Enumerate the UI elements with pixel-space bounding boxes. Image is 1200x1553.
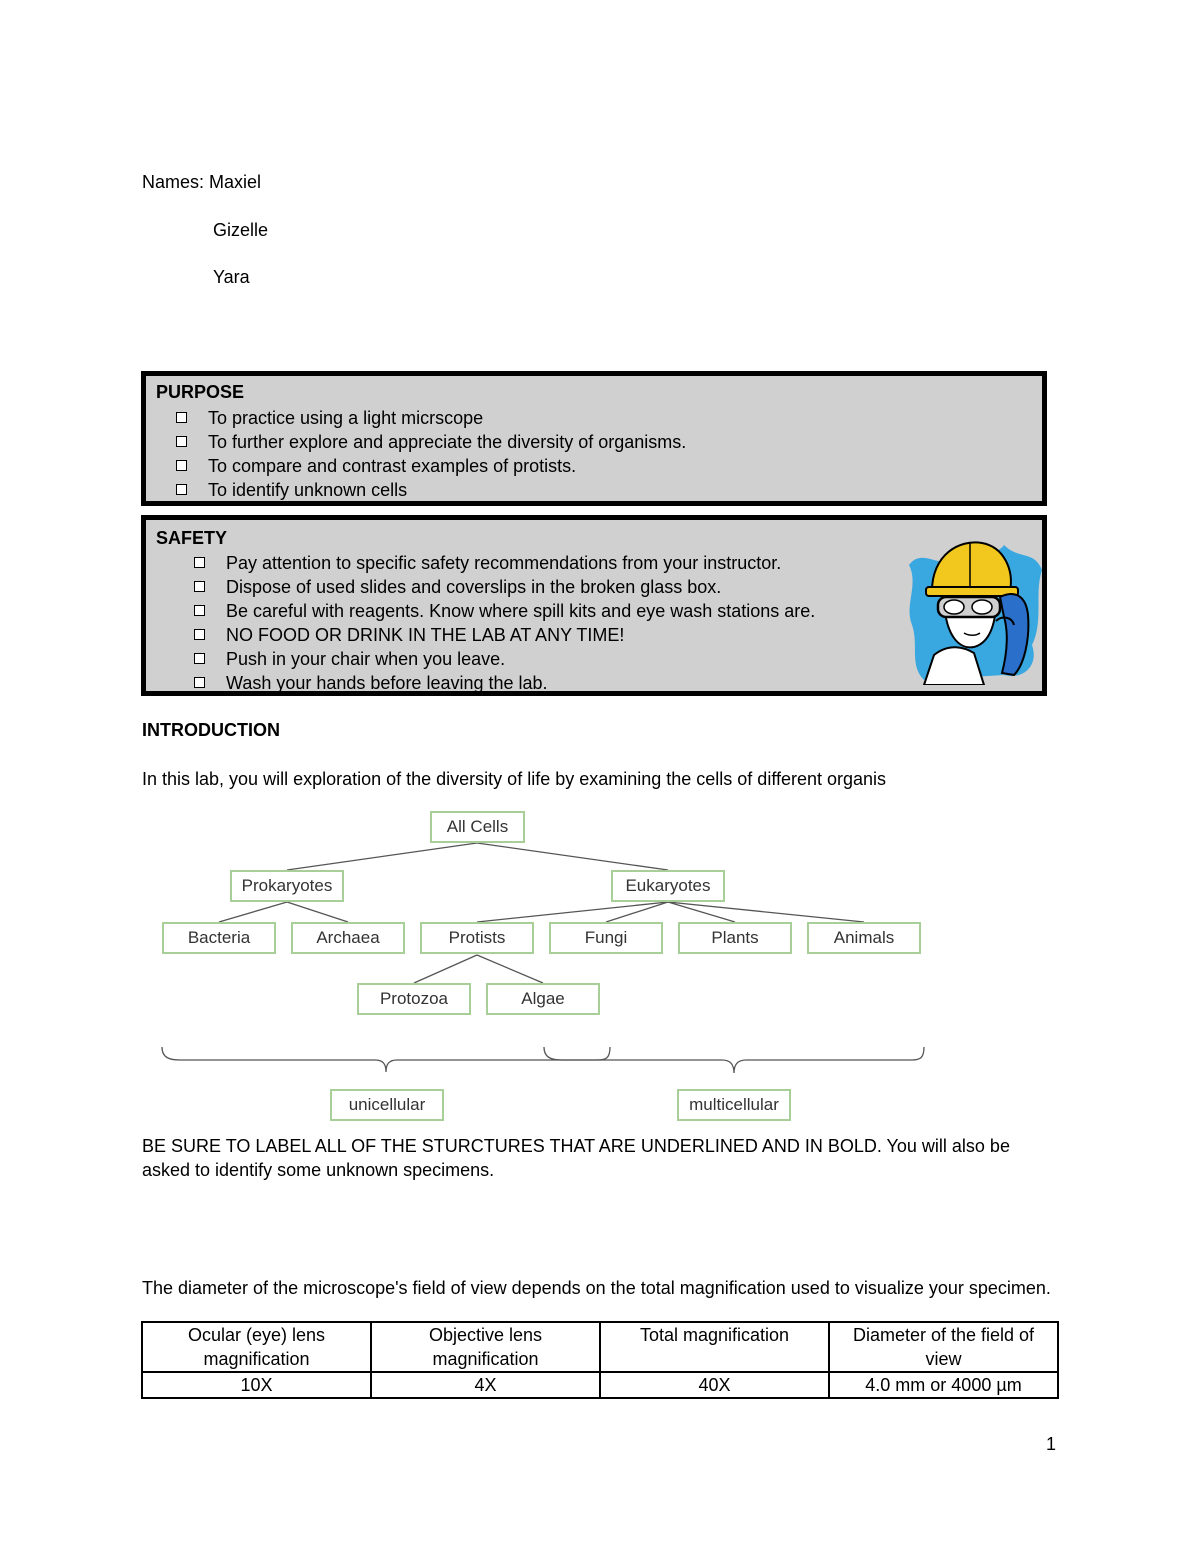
node-fungi: Fungi: [549, 922, 663, 954]
table-cell: 4X: [371, 1372, 600, 1398]
list-item: Dispose of used slides and coverslips in the broken glass box.: [194, 575, 815, 599]
field-of-view-text: The diameter of the microscope's field of view depends on the total magnification used to visualize your specimen.: [142, 1278, 1051, 1298]
table-cell: 4.0 mm or 4000 µm: [829, 1372, 1058, 1398]
cell-classification-diagram: [0, 800, 1200, 1130]
purpose-list: [176, 406, 686, 502]
safety-list: [194, 551, 815, 695]
list-item: To identify unknown cells: [176, 478, 686, 502]
safety-worker-icon: [904, 525, 1044, 685]
checkbox-bullet-icon: [194, 677, 205, 688]
table-header-cell: Ocular (eye) lens magnification: [142, 1322, 371, 1372]
purpose-box: [141, 371, 1047, 506]
node-algae: Algae: [486, 983, 600, 1015]
name-third: Yara: [213, 267, 250, 287]
name-second: Gizelle: [213, 220, 269, 240]
list-item: To compare and contrast examples of protists.: [176, 454, 686, 478]
table-header-cell: Diameter of the field of view: [829, 1322, 1058, 1372]
node-animals: Animals: [807, 922, 921, 954]
checkbox-bullet-icon: [194, 629, 205, 640]
table-header-cell: Objective lens magnification: [371, 1322, 600, 1372]
node-unicellular: unicellular: [330, 1089, 444, 1121]
table-row: [142, 1372, 1058, 1398]
introduction-heading: INTRODUCTION: [142, 720, 280, 740]
list-item: Push in your chair when you leave.: [194, 647, 815, 671]
node-multicellular: multicellular: [677, 1089, 791, 1121]
checkbox-bullet-icon: [176, 412, 187, 423]
list-item: NO FOOD OR DRINK IN THE LAB AT ANY TIME!: [194, 623, 815, 647]
checkbox-bullet-icon: [176, 436, 187, 447]
checkbox-bullet-icon: [194, 605, 205, 616]
list-item: Be careful with reagents. Know where spill kits and eye wash stations are.: [194, 599, 815, 623]
introduction-text: In this lab, you will exploration of the diversity of life by examining the cells of different organis: [142, 769, 887, 789]
list-item: Wash your hands before leaving the lab.: [194, 671, 815, 695]
labeling-note: BE SURE TO LABEL ALL OF THE STURCTURES THAT ARE UNDERLINED AND IN BOLD. You will also be asked to identify some unknown specimens.: [142, 1136, 1010, 1180]
purpose-title: PURPOSE: [156, 382, 245, 402]
node-protozoa: Protozoa: [357, 983, 471, 1015]
node-archaea: Archaea: [291, 922, 405, 954]
safety-box: [141, 515, 1047, 696]
node-all-cells: All Cells: [430, 811, 525, 843]
safety-title: SAFETY: [156, 528, 228, 548]
table-cell: 40X: [600, 1372, 829, 1398]
node-eukaryotes: Eukaryotes: [611, 870, 725, 902]
checkbox-bullet-icon: [176, 460, 187, 471]
checkbox-bullet-icon: [194, 653, 205, 664]
list-item: To practice using a light micrscope: [176, 406, 686, 430]
node-plants: Plants: [678, 922, 792, 954]
checkbox-bullet-icon: [194, 581, 205, 592]
table-cell: 10X: [142, 1372, 371, 1398]
magnification-table: [141, 1321, 1059, 1399]
names-label: Names: Maxiel: [142, 172, 262, 192]
checkbox-bullet-icon: [194, 557, 205, 568]
list-item: To further explore and appreciate the diversity of organisms.: [176, 430, 686, 454]
list-item: Pay attention to specific safety recommendations from your instructor.: [194, 551, 815, 575]
node-bacteria: Bacteria: [162, 922, 276, 954]
page-number: 1: [1046, 1434, 1057, 1454]
node-protists: Protists: [420, 922, 534, 954]
node-prokaryotes: Prokaryotes: [230, 870, 344, 902]
diagram-connectors: [0, 800, 1200, 1130]
table-header-row: [142, 1322, 1058, 1372]
checkbox-bullet-icon: [176, 484, 187, 495]
table-header-cell: Total magnification: [600, 1322, 829, 1372]
